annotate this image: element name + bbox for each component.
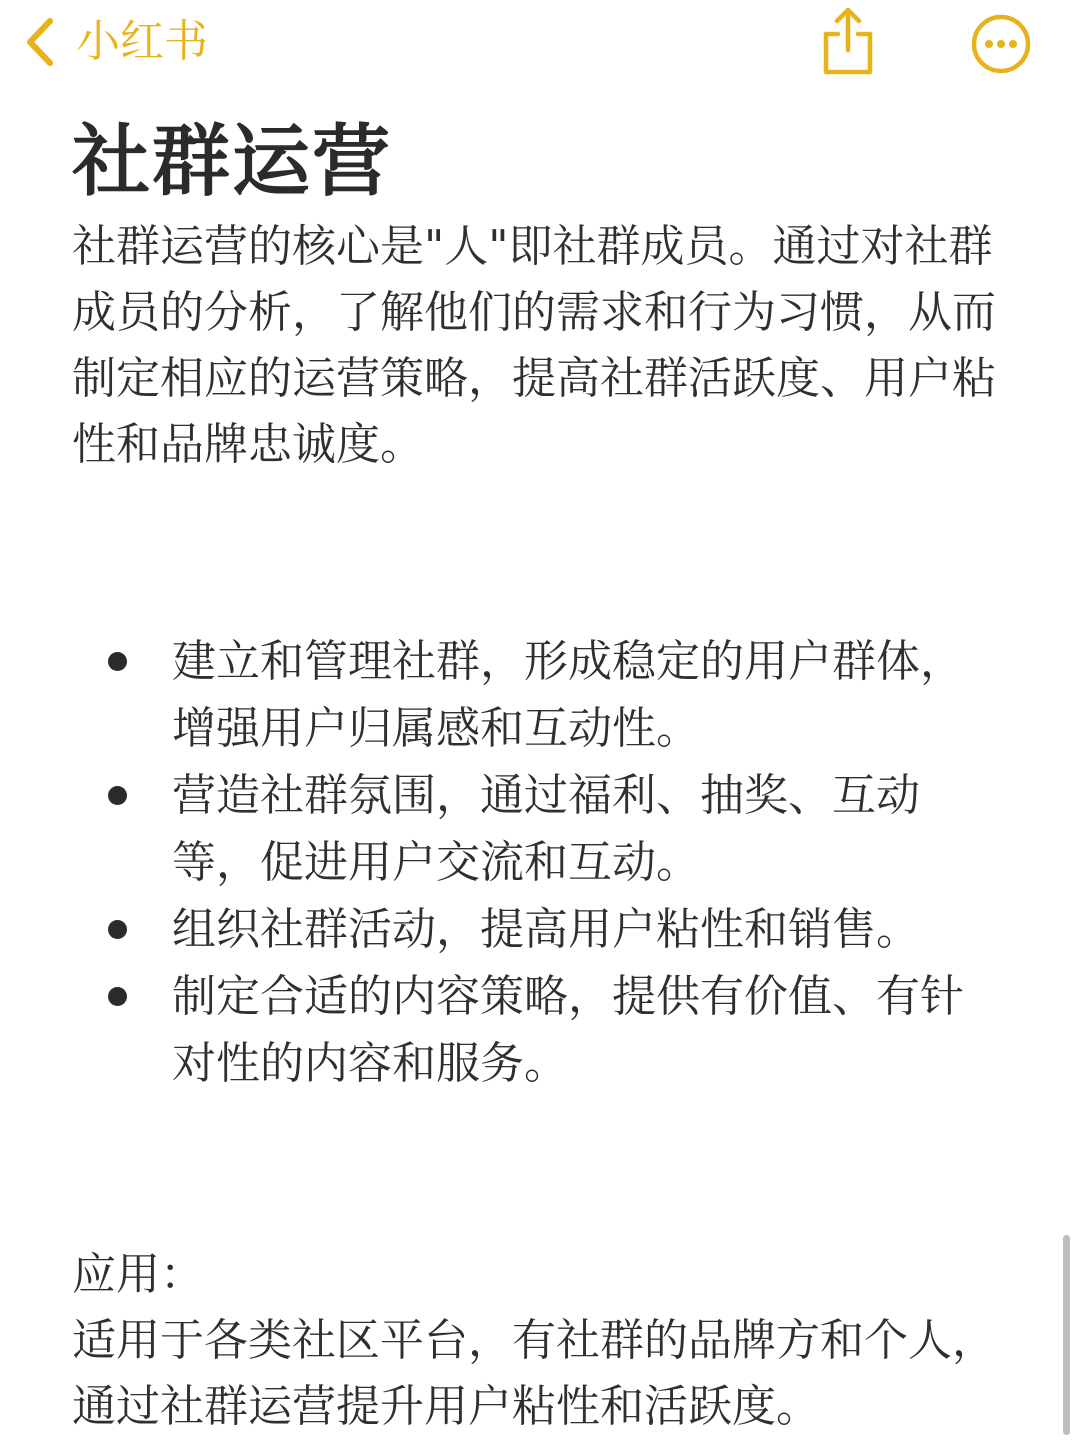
bullet-text: 建立和管理社群，形成稳定的用户群体，增强用户归属感和互动性。 [172, 636, 964, 754]
application-heading: 应用： [72, 1249, 204, 1300]
application-paragraph: 适用于各类社区平台，有社群的品牌方和个人，通过社群运营提升用户粘性和活跃度。 [72, 1315, 996, 1432]
more-icon [970, 60, 1032, 79]
bullet-text: 组织社群活动，提高用户粘性和销售。 [172, 904, 920, 955]
vertical-scrollbar[interactable] [1063, 1235, 1070, 1435]
bullet-item [72, 963, 1002, 1097]
bullet-list [72, 628, 1002, 1097]
bullet-item [72, 628, 1002, 762]
note-body[interactable] [72, 112, 1002, 1440]
bullet-item [72, 762, 1002, 896]
top-nav-bar [0, 0, 1080, 90]
bullet-dot [108, 987, 127, 1006]
back-label: 小红书 [76, 16, 208, 67]
more-options-button[interactable] [970, 13, 1032, 75]
note-title: 社群运营 [72, 117, 393, 207]
bullet-text: 营造社群氛围，通过福利、抽奖、互动等，促进用户交流和互动。 [172, 770, 920, 888]
chevron-left-icon [22, 17, 56, 67]
share-icon [818, 61, 878, 80]
bullet-item [72, 896, 1002, 963]
bullet-dot [108, 920, 127, 939]
intro-paragraph: 社群运营的核心是"人"即社群成员。通过对社群成员的分析，了解他们的需求和行为习惯，从而制定相应的运营策略，提高社群活跃度、用户粘性和品牌忠诚度。 [72, 221, 996, 470]
bullet-dot [108, 652, 127, 671]
bullet-dot [108, 786, 127, 805]
bullet-text: 制定合适的内容策略，提供有价值、有针对性的内容和服务。 [172, 971, 964, 1089]
back-button[interactable] [22, 14, 208, 70]
share-button[interactable] [818, 6, 878, 76]
